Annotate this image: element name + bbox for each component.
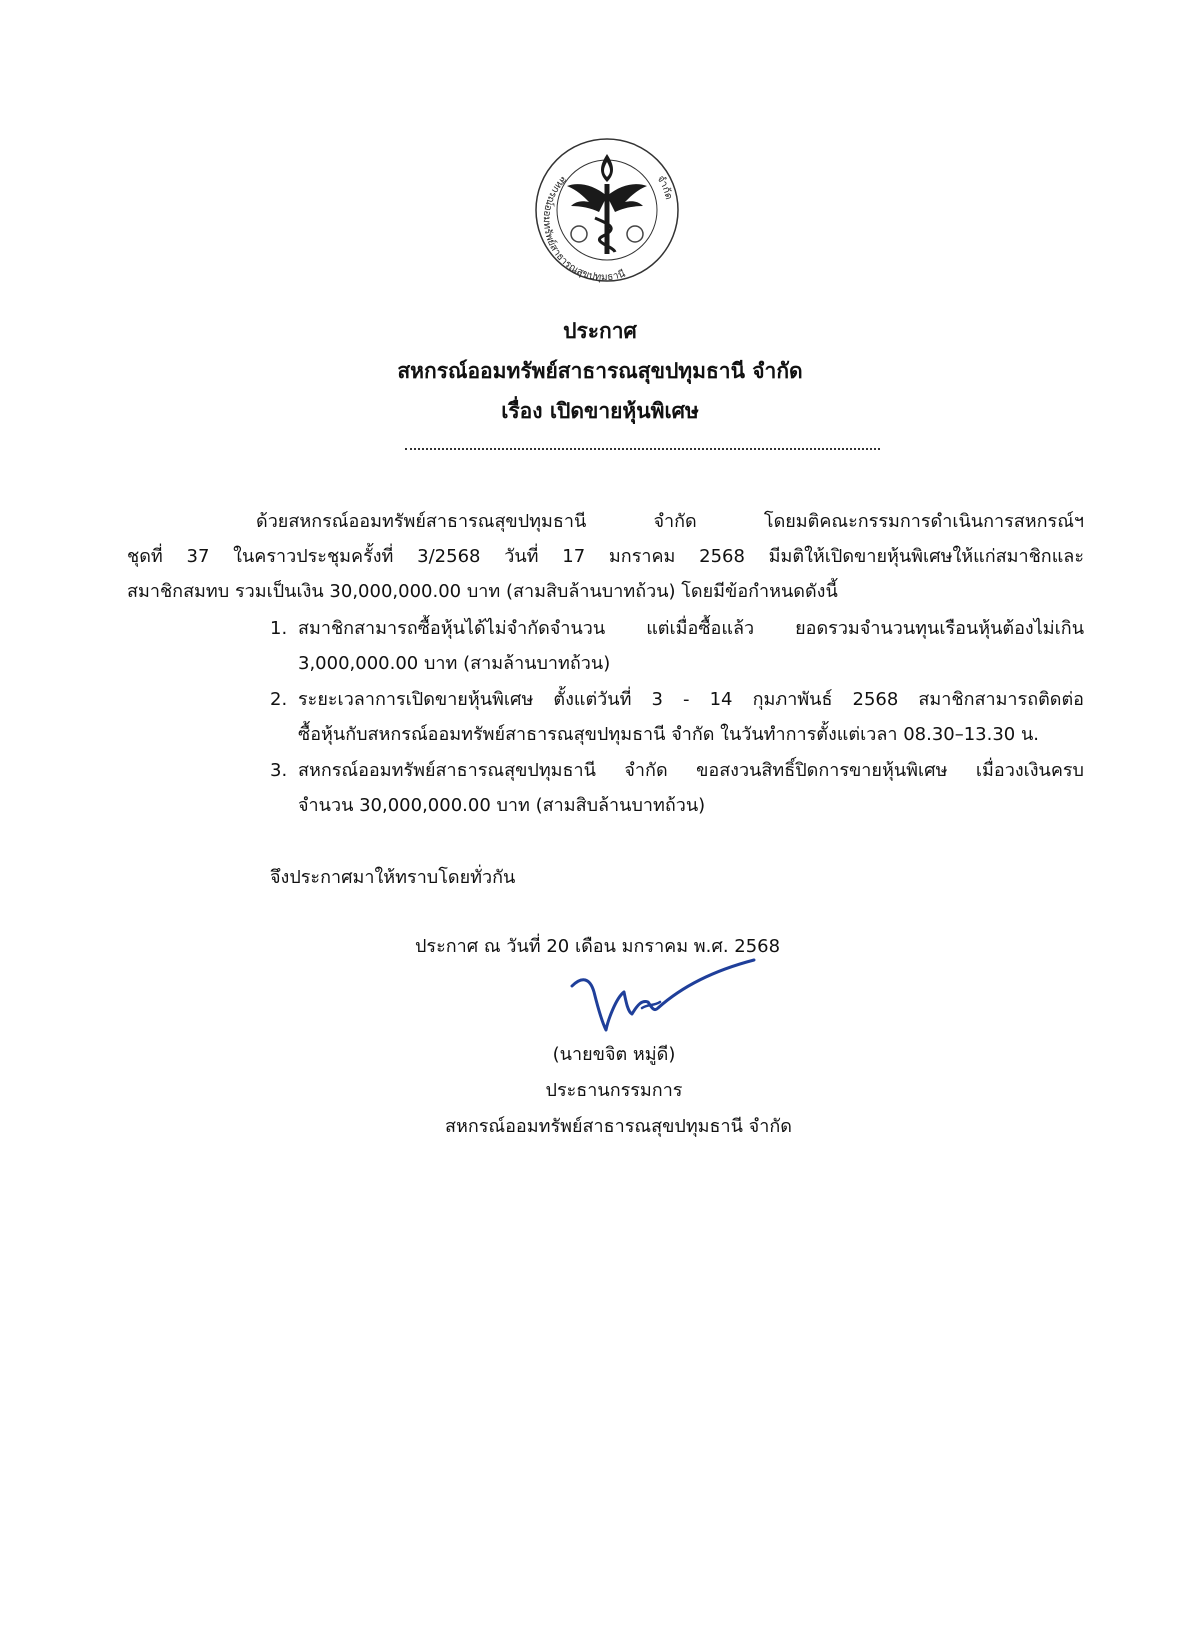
announcement-title: ประกาศ: [563, 319, 637, 343]
signer-position: ประธานกรรมการ: [545, 1080, 683, 1101]
item-number: 1.: [270, 618, 288, 639]
announcement-subject: เรื่อง เปิดขายหุ้นพิเศษ: [501, 399, 699, 423]
seal-ring-text-left: สหกรณ์ออมทรัพย์สาธารณสุขปทุมธานี: [540, 173, 627, 284]
item-3-line-1: สหกรณ์ออมทรัพย์สาธารณสุขปทุมธานี จำกัด ขอสงวนสิทธิ์ปิดการขายหุ้นพิเศษ เมื่อวงเงินครบ: [298, 760, 1084, 781]
organization-name: สหกรณ์ออมทรัพย์สาธารณสุขปทุมธานี จำกัด: [397, 359, 803, 383]
intro-line-2: ชุดที่ 37 ในคราวประชุมครั้งที่ 3/2568 วันที่ 17 มกราคม 2568 มีมติให้เปิดขายหุ้นพิเศษให้แก่สมาชิกและ: [127, 546, 1084, 567]
intro-line-1: ด้วยสหกรณ์ออมทรัพย์สาธารณสุขปทุมธานี จำกัด โดยมติคณะกรรมการดำเนินการสหกรณ์ฯ: [256, 511, 1084, 532]
item-3-line-2: จำนวน 30,000,000.00 บาท (สามสิบล้านบาทถ้วน): [298, 795, 706, 816]
signer-name: (นายขจิต หมู่ดี): [552, 1044, 676, 1065]
announcement-date: ประกาศ ณ วันที่ 20 เดือน มกราคม พ.ศ. 2568: [415, 936, 781, 957]
cooperative-seal-logo: [533, 136, 681, 284]
item-1-line-2: 3,000,000.00 บาท (สามล้านบาทถ้วน): [298, 653, 611, 674]
item-2-line-1: ระยะเวลาการเปิดขายหุ้นพิเศษ ตั้งแต่วันที่ 3 - 14 กุมภาพันธ์ 2568 สมาชิกสามารถติดต่อ: [298, 689, 1084, 710]
item-number: 2.: [270, 689, 288, 710]
item-1-line-1: สมาชิกสามารถซื้อหุ้นได้ไม่จำกัดจำนวน แต่เมื่อซื้อแล้ว ยอดรวมจำนวนทุนเรือนหุ้นต้องไม่เกิน: [298, 618, 1084, 639]
handwritten-signature: [568, 958, 768, 1038]
intro-line-3: สมาชิกสมทบ รวมเป็นเงิน 30,000,000.00 บาท (สามสิบล้านบาทถ้วน) โดยมีข้อกำหนดดังนี้: [127, 581, 838, 602]
closing-statement: จึงประกาศมาให้ทราบโดยทั่วกัน: [270, 867, 516, 888]
seal-ring-text-right: จำกัด: [654, 173, 674, 201]
item-number: 3.: [270, 760, 288, 781]
signer-organization: สหกรณ์ออมทรัพย์สาธารณสุขปทุมธานี จำกัด: [445, 1116, 792, 1137]
title-divider: [405, 436, 880, 450]
item-2-line-2: ซื้อหุ้นกับสหกรณ์ออมทรัพย์สาธารณสุขปทุมธานี จำกัด ในวันทำการตั้งแต่เวลา 08.30–13.30 น.: [298, 724, 1040, 745]
